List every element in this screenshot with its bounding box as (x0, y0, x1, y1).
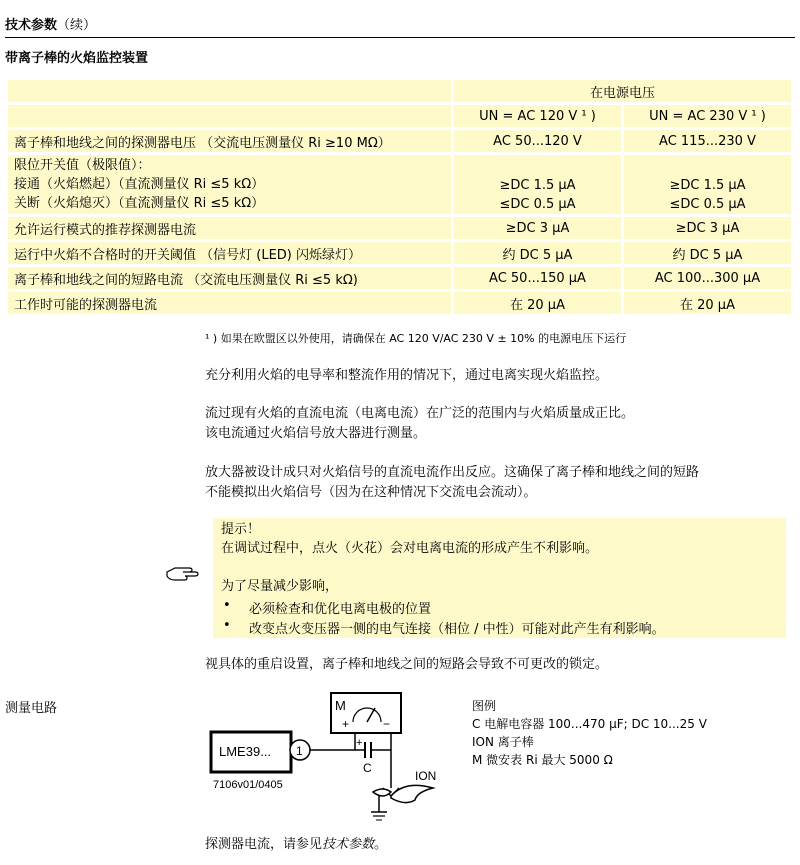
paragraph-text: 。 (374, 837, 388, 852)
ion-label: ION (415, 769, 437, 783)
meter-minus: − (383, 717, 391, 731)
table-row (8, 267, 791, 292)
column-header-230v: UN = AC 230 V ¹ ) (621, 105, 791, 130)
row-label: 运行中火焰不合格时的开关阈值 （信号灯 (LED) 闪烁绿灯） (8, 242, 451, 267)
cell-value (621, 155, 791, 217)
device-label: LME39... (219, 744, 272, 759)
paragraph-line: 该电流通过火焰信号放大器进行测量。 (205, 426, 427, 441)
meter-plus: + (342, 717, 350, 731)
cell-value: 在 20 µA (451, 292, 621, 317)
row-label: 允许运行模式的推荐探测器电流 (8, 217, 451, 242)
paragraph-line: 放大器被设计成只对火焰信号的直流电流作出反应。这确保了离子棒和地线之间的短路 (205, 465, 700, 480)
subsection-title: 带离子棒的火焰监控装置 (5, 51, 149, 66)
reference-link-text: 技术参数 (322, 837, 375, 852)
note-title: 提示！ (221, 522, 261, 537)
meter-label: M (335, 698, 346, 713)
cell-value (451, 155, 621, 217)
cell-value: AC 115...230 V (621, 130, 791, 155)
paragraph-line: 流过现有火焰的直流电流（电离电流）在广泛的范围内与火焰质量成正比。 (205, 406, 635, 421)
paragraph: 视具体的重启设置，离子棒和地线之间的短路会导致不可更改的锁定。 (205, 657, 609, 672)
paragraph (205, 463, 699, 503)
table-row (8, 217, 791, 242)
legend-title: 图例 (472, 699, 497, 713)
note-line: 在调试过程中，点火（火花）会对电离电流的形成产生不利影响。 (221, 541, 599, 556)
legend-item: M 微安表 Ri 最大 5000 Ω (472, 753, 613, 767)
cell-value: 在 20 µA (621, 292, 791, 317)
row-label-line: 接通（火焰燃起）（直流测量仪 Ri ≤5 kΩ） (14, 177, 265, 192)
header-rule (5, 37, 795, 38)
paragraph-text: 探测器电流，请参见 (205, 837, 323, 852)
cell-value: AC 50...150 µA (451, 267, 621, 292)
bullet-icon: • (223, 618, 231, 633)
cell-value-line: ≥DC 1.5 µA (499, 178, 576, 193)
cell-value: AC 50...120 V (451, 130, 621, 155)
drawing-code: 7106v01/0405 (213, 779, 283, 791)
table-row (8, 130, 791, 155)
note-bullet-item: 必须检查和优化电离电极的位置 (249, 602, 432, 617)
table-header-row (8, 105, 791, 130)
cell-value: ≥DC 3 µA (451, 217, 621, 242)
table-row (8, 242, 791, 267)
paragraph: 充分利用火焰的电导率和整流作用的情况下，通过电离实现火焰监控。 (205, 368, 609, 383)
row-label: 工作时可能的探测器电流 (8, 292, 451, 317)
circuit-diagram (205, 688, 455, 832)
group-header: 在电源电压 (451, 80, 791, 105)
footnote: ¹ ) 如果在欧盟区以外使用，请确保在 AC 120 V/AC 230 V ± 10% 的电源电压下运行 (205, 332, 627, 345)
note-box (213, 518, 786, 638)
legend-item: C 电解电容器 100...470 µF; DC 10...25 V (472, 717, 707, 731)
capacitor-label: C (363, 761, 372, 775)
table-header-row (8, 80, 791, 105)
cell-value: AC 100...300 µA (621, 267, 791, 292)
table-row (8, 292, 791, 317)
cell-value-line: ≥DC 1.5 µA (669, 178, 746, 193)
section-title: 技术参数 (5, 18, 58, 33)
terminal-label: 1 (296, 744, 303, 758)
row-label: 离子棒和地线之间的短路电流 （交流电压测量仪 Ri ≤5 kΩ) (8, 267, 451, 292)
row-label (8, 155, 451, 217)
measure-circuit-label: 测量电路 (5, 701, 58, 716)
column-header-120v: UN = AC 120 V ¹ ) (451, 105, 621, 130)
cell-value: 约 DC 5 µA (621, 242, 791, 267)
section-header (5, 14, 96, 33)
spec-table (8, 80, 791, 317)
legend-item: ION 离子棒 (472, 735, 534, 749)
cell-value: 约 DC 5 µA (451, 242, 621, 267)
row-label-line: 关断（火焰熄灭）（直流测量仪 Ri ≤5 kΩ） (14, 196, 265, 211)
cell-value-line: ≤DC 0.5 µA (499, 197, 576, 212)
row-label: 离子棒和地线之间的探测器电压 （交流电压测量仪 Ri ≥10 MΩ） (8, 130, 451, 155)
cell-value: ≥DC 3 µA (621, 217, 791, 242)
section-title-suffix: （续） (57, 18, 97, 33)
note-bullet-item: 改变点火变压器一侧的电气连接（相位 / 中性）可能对此产生有利影响。 (249, 622, 665, 637)
pointing-hand-icon (165, 564, 201, 588)
table-row (8, 155, 791, 217)
paragraph (205, 404, 634, 444)
cell-value-line: ≤DC 0.5 µA (669, 197, 746, 212)
row-label-line: 限位开关值（极限值）： (14, 158, 151, 173)
note-line: 为了尽量减少影响， (221, 579, 339, 594)
capacitor-plus: + (356, 737, 363, 749)
flame-icon (391, 785, 433, 802)
bullet-icon: • (223, 598, 231, 613)
paragraph-line: 不能模拟出火焰信号（因为在这种情况下交流电会流动）。 (205, 485, 537, 500)
paragraph (205, 835, 387, 855)
